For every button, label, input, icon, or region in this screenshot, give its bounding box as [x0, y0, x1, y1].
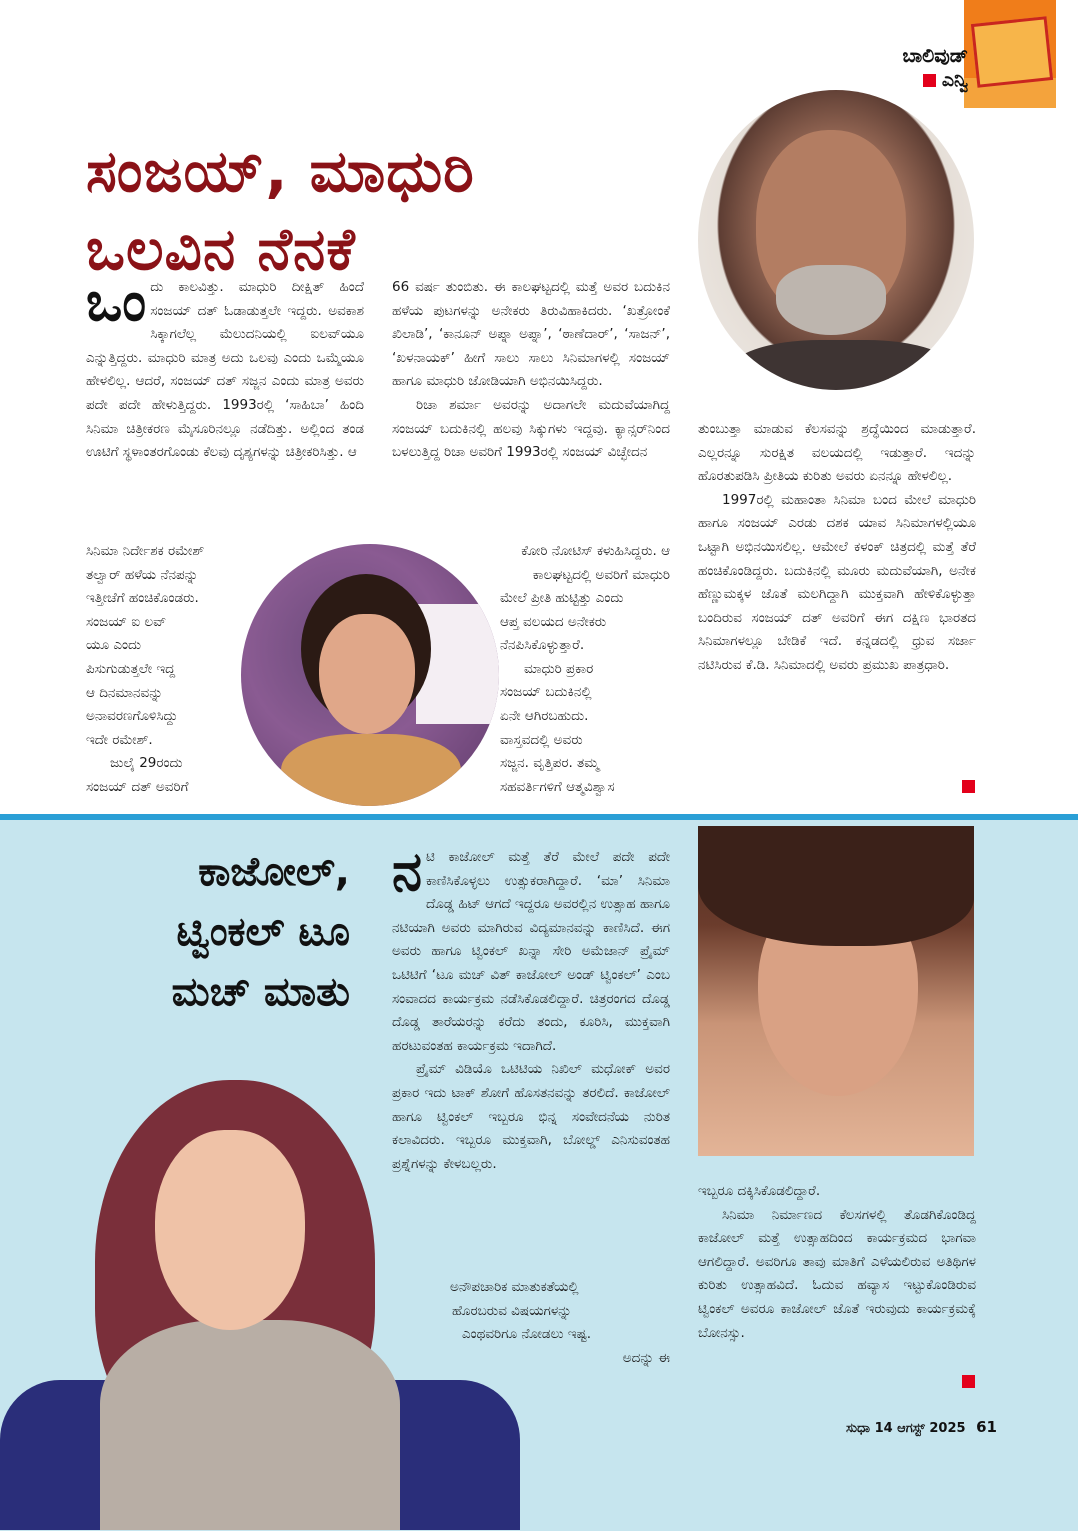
text-line: ವಾಸ್ತವದಲ್ಲಿ ಅವರು	[500, 731, 583, 748]
text-line: ಸಹವರ್ತಿಗಳಿಗೆ ಆತ್ಮವಿಶ್ವಾಸ	[500, 778, 615, 795]
text-line: ಯೂ ಎಂದು	[86, 637, 142, 654]
text-line: ಆ ದಿನಮಾನವನ್ನು	[86, 684, 163, 701]
article1-col2	[392, 276, 670, 465]
text-line: ಆಪ್ತ ವಲಯದ ಅನೇಕರು	[500, 613, 607, 630]
text-line: ಸಜ್ಜನ. ವೃತ್ತಿಪರ. ತಮ್ಮ	[500, 755, 599, 772]
article1-headline-line1: ಸಂಜಯ್, ಮಾಧುರಿ	[86, 137, 475, 205]
article2-col3	[698, 1180, 976, 1345]
text-line: ಸಂಜಯ್ ಬದುಕಿನಲ್ಲಿ	[500, 684, 592, 701]
article1-col1	[86, 270, 364, 465]
article2-col2-para2: ಪ್ರೈಮ್ ವಿಡಿಯೊ ಒಟಿಟಿಯ ನಿಖಿಲ್ ಮಧೋಕ್ ಅವರ ಪ್ರಕಾರ ಇದು ಟಾಕ್ ಶೋಗೆ ಹೊಸತನವನ್ನು ತರಲಿದೆ. ಕಾಜೋಲ್ ಹಾಗೂ ಟ್ವಿಂಕಲ್ ಇಬ್ಬರೂ ಭಿನ್ನ ಸಂವೇದನೆಯ ನುರಿತ ಕಲಾವಿದರು. ಇಬ್ಬರೂ ಮುಕ್ತವಾಗಿ, ಬೋಲ್ಡ್ ಎನಿಸುವಂತಹ ಪ್ರಶ್ನೆಗಳನ್ನು ಕೇಳಬಲ್ಲರು.	[392, 1061, 670, 1172]
article2-headline	[92, 842, 350, 1022]
red-square-icon	[923, 74, 936, 87]
text-line: ಇದೇ ರಮೇಶ್.	[86, 731, 153, 748]
article2-col3-para1: ಇಬ್ಬರೂ ದಕ್ಕಿಸಿಕೊಡಲಿದ್ದಾರೆ.	[698, 1183, 821, 1199]
text-line: ಜುಲೈ 29ರಂದು	[110, 755, 183, 772]
section-tag	[902, 44, 968, 92]
article1-col1-para1: ದು ಕಾಲವಿತ್ತು. ಮಾಧುರಿ ದೀಕ್ಷಿತ್ ಹಿಂದೆ ಸಂಜಯ್ ದತ್ ಓಡಾಡುತ್ತಲೇ ಇದ್ದರು. ಅವಕಾಶ ಸಿಕ್ಕಾಗಲೆಲ್ಲ ಮೆಲುದನಿಯಲ್ಲಿ ಐಲವ್‌ಯೂ ಎನ್ನುತ್ತಿದ್ದರು. ಮಾಧುರಿ ಮಾತ್ರ ಅದು ಒಲವು ಎಂದು ಒಮ್ಮೆಯೂ ಹೇಳಲಿಲ್ಲ. ಆದರೆ, ಸಂಜಯ್ ದತ್ ಸಜ್ಜನ ಎಂದು ಮಾತ್ರ ಅವರು ಪದೇ ಪದೇ ಹೇಳುತ್ತಿದ್ದರು. 1993ರಲ್ಲಿ ‘ಸಾಹಿಬಾ’ ಹಿಂದಿ ಸಿನಿಮಾ ಚಿತ್ರೀಕರಣ ಮೈಸೂರಿನಲ್ಲೂ ನಡೆದಿತ್ತು. ಅಲ್ಲಿಂದ ತಂಡ ಊಟಿಗೆ ಸ್ಥಳಾಂತರಗೊಂಡು ಕೆಲವು ದೃಶ್ಯಗಳನ್ನು ಚಿತ್ರೀಕರಿಸಿತ್ತು. ಆ	[86, 279, 364, 461]
article1-col2-para1: 66 ವರ್ಷ ತುಂಬಿತು. ಈ ಕಾಲಘಟ್ಟದಲ್ಲಿ ಮತ್ತೆ ಅವರ ಬದುಕಿನ ಹಳೆಯ ಪುಟಗಳನ್ನು ಅನೇಕರು ತಿರುವಿಹಾಕಿದರು. ‘ಖತ್ರೋಂಕೆ ಖಿಲಾಡಿ’, ‘ಕಾನೂನ್ ಅಪ್ನಾ ಅಪ್ನಾ’, ‘ಠಾಣೆದಾರ್’, ‘ಸಾಜನ್’, ‘ಖಳನಾಯಕ್’ ಹೀಗೆ ಸಾಲು ಸಾಲು ಸಿನಿಮಾಗಳಲ್ಲಿ ಸಂಜಯ್ ಹಾಗೂ ಮಾಧುರಿ ಜೋಡಿಯಾಗಿ ಅಭಿನಯಿಸಿದ್ದರು.	[392, 279, 670, 390]
article1-col3-para1: ತುಂಬುತ್ತಾ ಮಾಡುವ ಕೆಲಸವನ್ನು ಶ್ರದ್ಧೆಯಿಂದ ಮಾಡುತ್ತಾರೆ. ಎಲ್ಲರನ್ನೂ ಸುರಕ್ಷಿತ ವಲಯದಲ್ಲಿ ಇಡುತ್ತಾರೆ. ಇದನ್ನು ಹೊರತುಪಡಿಸಿ ಪ್ರೀತಿಯ ಕುರಿತು ಅವರು ಏನನ್ನೂ ಹೇಳಲಿಲ್ಲ.	[698, 421, 976, 485]
article1-col2-narrower	[500, 587, 670, 799]
article1-col3-para2: 1997ರಲ್ಲಿ ಮಹಾಂತಾ ಸಿನಿಮಾ ಬಂದ ಮೇಲೆ ಮಾಧುರಿ ಹಾಗೂ ಸಂಜಯ್ ಎರಡು ದಶಕ ಯಾವ ಸಿನಿಮಾಗಳಲ್ಲಿಯೂ ಒಟ್ಟಾಗಿ ಅಭಿನಯಿಸಲಿಲ್ಲ. ಆಮೇಲೆ ಕಳಂಕ್ ಚಿತ್ರದಲ್ಲಿ ಮತ್ತೆ ತೆರೆ ಹಂಚಿಕೊಂಡಿದ್ದರು. ಬದುಕಿನಲ್ಲಿ ಮೂರು ಮದುವೆಯಾಗಿ, ಅನೇಕ ಹೆಣ್ಣುಮಕ್ಕಳ ಜೊತೆ ಮಲಗಿದ್ದಾಗಿ ಮುಕ್ತವಾಗಿ ಹೇಳಿಕೊಳ್ಳುತ್ತಾ ಬಂದಿರುವ ಸಂಜಯ್ ದತ್ ಅವರಿಗೆ ಈಗ ದಕ್ಷಿಣ ಭಾರತದ ಸಿನಿಮಾಗಳಲ್ಲೂ ಬೇಡಿಕೆ ಇದೆ. ಕನ್ನಡದಲ್ಲಿ ಧ್ರುವ ಸರ್ಜಾ ನಟಿಸಿರುವ ಕೆ.ಡಿ. ಸಿನಿಮಾದಲ್ಲಿ ಅವರು ಪ್ರಮುಖ ಪಾತ್ರಧಾರಿ.	[698, 491, 976, 673]
text-line: ಇತ್ತೀಚೆಗೆ ಹಂಚಿಕೊಂಡರು.	[86, 590, 199, 607]
article1-end-mark	[962, 780, 975, 793]
text-line: ಪಿಸುಗುಡುತ್ತಲೇ ಇದ್ದ	[86, 660, 176, 677]
article2-headline-line2: ಟ್ವಿಂಕಲ್ ಟೂ	[176, 909, 350, 955]
text-line: ಏನೇ ಆಗಿರಬಹುದು.	[500, 707, 589, 724]
section-tag-line1: ಬಾಲಿವುಡ್	[902, 45, 968, 67]
text-line: ನೆನಪಿಸಿಕೊಳ್ಳುತ್ತಾರೆ.	[500, 637, 585, 654]
article2-headline-line3: ಮಚ್ ಮಾತು	[171, 969, 350, 1015]
article1-col1-narrow	[86, 540, 248, 800]
article2-col2-tail	[426, 1276, 670, 1370]
kajol-photo	[698, 826, 974, 1156]
text-line: ಅನೌಪಚಾರಿಕ ಮಾತುಕತೆಯಲ್ಲಿ	[450, 1279, 579, 1295]
sanjay-dutt-photo	[698, 90, 974, 390]
text-line: ಸಿನಿಮಾ ನಿರ್ದೇಶಕ ರಮೇಶ್	[86, 543, 205, 559]
text-line: ಸಂಜಯ್ ಐ ಲವ್	[86, 613, 167, 630]
text-line: ಅದನ್ನು ಈ	[622, 1349, 670, 1366]
footer-page-number: 61	[976, 1418, 997, 1436]
section-tag-line2: ಎನ್ವಿ	[941, 69, 968, 91]
text-line: ತಲ್ವಾರ್ ಹಳೆಯ ನೆನಪನ್ನು	[86, 566, 199, 583]
article1-headline-line2: ಒಲವಿನ ನೆನಕೆ	[86, 215, 356, 283]
article2-headline-line1: ಕಾಜೋಲ್,	[198, 849, 350, 895]
section-logo	[956, 0, 1056, 108]
text-line: ಹೊರಬರುವ ವಿಷಯಗಳನ್ನು	[452, 1302, 572, 1319]
article2-end-mark	[962, 1375, 975, 1388]
article1-headline	[86, 132, 686, 288]
text-line: ಕಾಲಘಟ್ಟದಲ್ಲಿ ಅವರಿಗೆ ಮಾಧುರಿ	[532, 566, 670, 583]
article1-col3	[698, 418, 976, 678]
text-line: ಎಂಥವರಿಗೂ ನೋಡಲು ಇಷ್ಟ.	[462, 1326, 592, 1343]
article2-dropcap: ನ	[392, 840, 423, 903]
footer-magazine: ಸುಧಾ	[846, 1421, 871, 1436]
article2-col3-para2: ಸಿನಿಮಾ ನಿರ್ಮಾಣದ ಕೆಲಸಗಳಲ್ಲಿ ತೊಡಗಿಕೊಂಡಿದ್ದ ಕಾಜೋಲ್ ಮತ್ತೆ ಉತ್ಸಾಹದಿಂದ ಕಾರ್ಯಕ್ರಮದ ಭಾಗವಾ ಆಗಲಿದ್ದಾರೆ. ಅವರಿಗೂ ತಾವು ಮಾತಿಗೆ ಎಳೆಯಲಿರುವ ಅತಿಥಿಗಳ ಕುರಿತು ಉತ್ಸಾಹವಿದೆ. ಓದುವ ಹವ್ಯಾಸ ಇಟ್ಟುಕೊಂಡಿರುವ ಟ್ವಿಂಕಲ್ ಅವರೂ ಕಾಜೋಲ್ ಜೊತೆ ಇರುವುದು ಕಾರ್ಯಕ್ರಮಕ್ಕೆ ಬೋನಸ್ಸು.	[698, 1206, 976, 1341]
text-line: ಅನಾವರಣಗೊಳಿಸಿದ್ದು	[86, 708, 178, 725]
text-line: ಮಾಧುರಿ ಪ್ರಕಾರ	[524, 660, 594, 677]
article1-col2-narrow	[452, 540, 670, 587]
text-line: ಮೇಲೆ ಪ್ರೀತಿ ಹುಟ್ಟಿತ್ತು ಎಂದು	[500, 590, 624, 606]
text-line: ಸಂಜಯ್ ದತ್ ಅವರಿಗೆ	[86, 778, 189, 795]
text-line: ಕೋರಿ ನೋಟಿಸ್ ಕಳುಹಿಸಿದ್ದರು. ಆ	[521, 543, 670, 559]
article1-dropcap: ಒಂ	[86, 270, 147, 333]
article2-col2-para1: ಟಿ ಕಾಜೋಲ್ ಮತ್ತೆ ತೆರೆ ಮೇಲೆ ಪದೇ ಪದೇ ಕಾಣಿಸಿಕೊಳ್ಳಲು ಉತ್ಸುಕರಾಗಿದ್ದಾರೆ. ‘ಮಾ’ ಸಿನಿಮಾ ದೊಡ್ಡ ಹಿಟ್ ಆಗದೆ ಇದ್ದರೂ ಅವರಲ್ಲಿನ ಉತ್ಸಾಹ ಹಾಗೂ ನಟಿಯಾಗಿ ಅವರು ಮಾಗಿರುವ ವಿದ್ಯಮಾನವನ್ನು ಕಾಣಿಸಿದೆ. ಈಗ ಅವರು ಹಾಗೂ ಟ್ವಿಂಕಲ್ ಖನ್ನಾ ಸೇರಿ ಅಮೆಜಾನ್ ಪ್ರೈಮ್ ಒಟಿಟಿಗೆ ‘ಟೂ ಮಚ್ ವಿತ್ ಕಾಜೋಲ್ ಅಂಡ್ ಟ್ವಿಂಕಲ್’ ಎಂಬ ಸಂವಾದದ ಕಾರ್ಯಕ್ರಮ ನಡೆಸಿಕೊಡಲಿದ್ದಾರೆ. ಚಿತ್ರರಂಗದ ದೊಡ್ಡ ದೊಡ್ಡ ತಾರೆಯರನ್ನು ಕರೆದು ತಂದು, ಕೂರಿಸಿ, ಮುಕ್ತವಾಗಿ ಹರಟುವಂತಹ ಕಾರ್ಯಕ್ರಮ ಇದಾಗಿದೆ.	[392, 849, 670, 1054]
page-footer	[846, 1418, 997, 1436]
article2-col2	[392, 840, 670, 1176]
footer-date: 14 ಆಗಸ್ಟ್ 2025	[874, 1421, 966, 1436]
article1-col2-para2: ರಿಚಾ ಶರ್ಮಾ ಅವರನ್ನು ಅದಾಗಲೇ ಮದುವೆಯಾಗಿದ್ದ ಸಂಜಯ್ ಬದುಕಿನಲ್ಲಿ ಹಲವು ಸಿಕ್ಕುಗಳು ಇದ್ದವು. ಕ್ಯಾನ್ಸರ್‌ನಿಂದ ಬಳಲುತ್ತಿದ್ದ ರಿಚಾ ಅವರಿಗೆ 1993ರಲ್ಲಿ ಸಂಜಯ್ ವಿಚ್ಛೇದನ	[392, 396, 670, 461]
